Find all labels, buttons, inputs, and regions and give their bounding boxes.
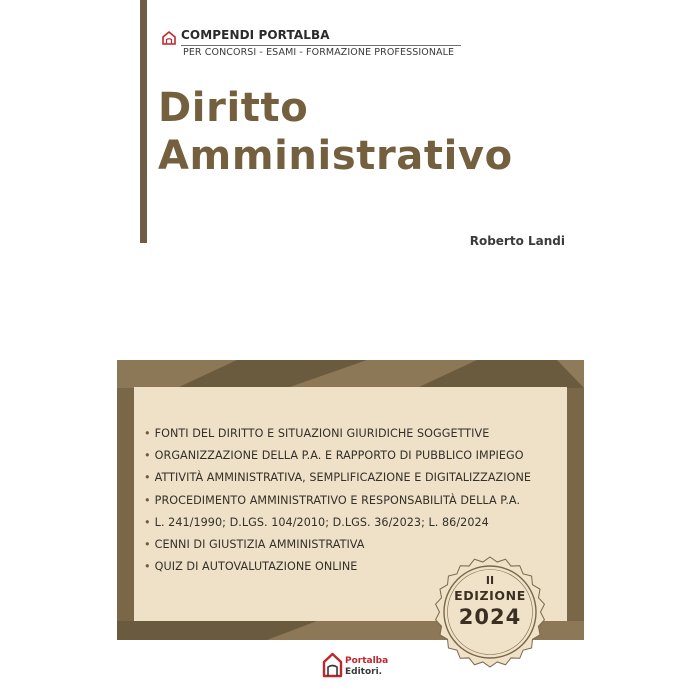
list-item xyxy=(144,490,584,512)
list-item xyxy=(144,423,584,445)
publisher-house-icon xyxy=(322,652,343,678)
house-book-icon xyxy=(161,30,177,46)
topic-text: FONTI DEL DIRITTO E SITUAZIONI GIURIDICHE SOGGETTIVE xyxy=(154,427,490,440)
series-name: COMPENDI PORTALBA xyxy=(181,28,330,42)
edition-number: II xyxy=(485,574,495,587)
list-item xyxy=(144,445,584,467)
bullet: • xyxy=(144,560,151,574)
topic-text: QUIZ DI AUTOVALUTAZIONE ONLINE xyxy=(154,560,358,574)
author-name: Roberto Landi xyxy=(469,234,565,248)
topic-text: ORGANIZZAZIONE DELLA P.A. E RAPPORTO DI PUBBLICO IMPIEGO xyxy=(154,449,524,463)
edition-badge xyxy=(432,574,548,631)
book-title xyxy=(158,84,513,180)
edition-label: EDIZIONE xyxy=(454,588,526,603)
list-item xyxy=(144,467,584,489)
bullet: • xyxy=(144,449,151,463)
bullet: • xyxy=(144,493,151,507)
topic-text: PROCEDIMENTO AMMINISTRATIVO E RESPONSABILITÀ DELLA P.A. xyxy=(154,493,521,507)
series-tagline: PER CONCORSI - ESAMI - FORMAZIONE PROFESSIONALE xyxy=(183,47,455,58)
edition-year: 2024 xyxy=(458,605,522,629)
bullet: • xyxy=(144,538,151,552)
list-item xyxy=(144,534,584,556)
topic-text: ATTIVITÀ AMMINISTRATIVA, SEMPLIFICAZIONE E DIGITALIZZAZIONE xyxy=(154,471,531,485)
list-item xyxy=(144,512,584,534)
book-title-line-1: Diritto xyxy=(158,85,309,131)
vertical-accent-bar xyxy=(140,0,147,243)
topic-text: CENNI DI GIUSTIZIA AMMINISTRATIVA xyxy=(154,538,365,552)
book-title-line-2: Amministrativo xyxy=(158,133,513,179)
bullet: • xyxy=(144,471,151,485)
publisher-name: Portalba xyxy=(345,656,389,666)
publisher-suffix: Editori. xyxy=(345,667,383,677)
bullet: • xyxy=(144,515,151,529)
topic-text: L. 241/1990; D.LGS. 104/2010; D.LGS. 36/2023; L. 86/2024 xyxy=(154,515,489,529)
series-divider xyxy=(181,45,461,46)
bullet: • xyxy=(144,427,151,440)
